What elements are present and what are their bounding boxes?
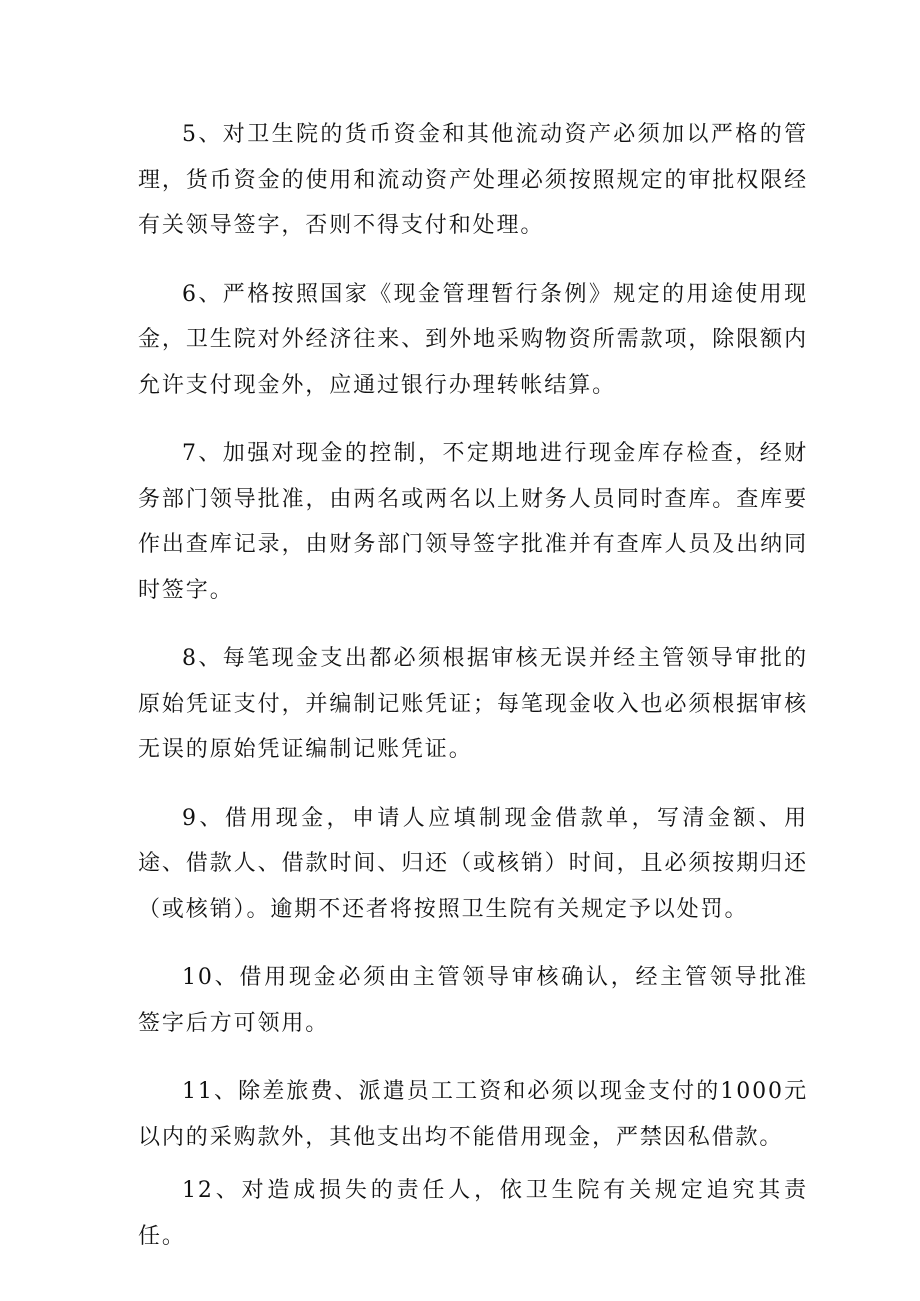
- document-body: [138, 112, 808, 1259]
- paragraph-item-7: 7、加强对现金的控制，不定期地进行现金库存检查，经财务部门领导批准，由两名或两名以上财务人员同时查库。查库要作出查库记录，由财务部门领导签字批准并有查库人员及出纳同时签字。: [138, 441, 808, 603]
- paragraph-item-9: 9、借用现金，申请人应填制现金借款单，写清金额、用途、借款人、借款时间、归还（或核销）时间，且必须按期归还（或核销）。逾期不还者将按照卫生院有关规定予以处罚。: [138, 805, 808, 922]
- paragraph-item-10: 10、借用现金必须由主管领导审核确认，经主管领导批准签字后方可领用。: [138, 965, 808, 1036]
- paragraph-item-12: 12、对造成损失的责任人，依卫生院有关规定追究其责任。: [138, 1178, 808, 1249]
- paragraph-item-8: 8、每笔现金支出都必须根据审核无误并经主管领导审批的原始凭证支付，并编制记账凭证；每笔现金收入也必须根据审核无误的原始凭证编制记账凭证。: [138, 646, 808, 762]
- paragraph-item-11: 11、除差旅费、派遣员工工资和必须以现金支付的1000元以内的采购款外，其他支出均不能借用现金，严禁因私借款。: [138, 1079, 808, 1150]
- paragraph-item-6: 6、严格按照国家《现金管理暂行条例》规定的用途使用现金，卫生院对外经济往来、到外地采购物资所需款项，除限额内允许支付现金外，应通过银行办理转帐结算。: [138, 281, 808, 398]
- paragraph-item-5: 5、对卫生院的货币资金和其他流动资产必须加以严格的管理，货币资金的使用和流动资产处理必须按照规定的审批权限经有关领导签字，否则不得支付和处理。: [138, 122, 808, 238]
